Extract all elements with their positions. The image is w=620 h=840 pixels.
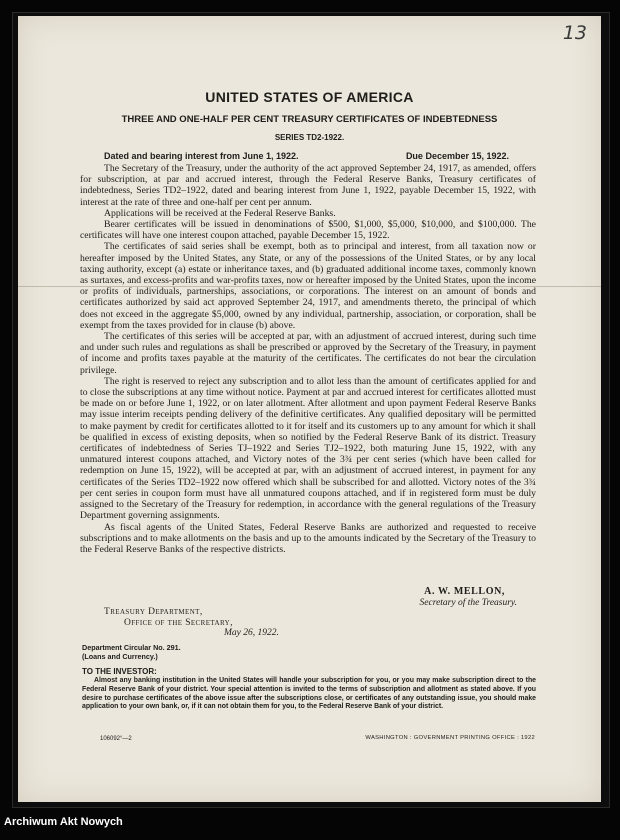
signer-name: A. W. MELLON, [424, 586, 505, 597]
issue-date: May 26, 1922. [224, 628, 279, 638]
signer-title: Secretary of the Treasury. [419, 598, 517, 608]
circular-block [82, 644, 181, 661]
investor-notice-text: Almost any banking institution in the United States will handle your subscription for you, or you may make subscription direct to the Federal Reserve Bank of your district. Your special attention is invited to the terms of subscription and allotment as stated above. If you desire to purchase certificates of the above issue after the subscriptions close, or certificates of any outstanding issue, you should make application to your own bank, or, if it can not obtain them for you, to the Federal Reserve Bank of your district. [82, 677, 536, 711]
archive-label: Archiwum Akt Nowych [4, 816, 123, 828]
body-text [80, 163, 536, 555]
circular-number: Department Circular No. 291. [82, 643, 181, 652]
paragraph: Bearer certificates will be issued in denominations of $500, $1,000, $5,000, $10,000, and $100,000. The certificates will have one interest coupon attached, payable December 15, 1922. [80, 219, 536, 242]
circular-subtitle: (Loans and Currency.) [82, 651, 158, 661]
paragraph: The right is reserved to reject any subscription and to allot less than the amount of certificates applied for and to close the subscriptions at any time without notice. Payment at par and accrued interest for certificates allotted must be made on or before June 1, 1922, or on later allotment. After allotment and upon payment Federal Reserve Banks may issue interim receipts pending delivery of the definitive certificates. Any qualified depositary will be permitted to make payment by credit for certificates allotted to it for itself and its customers up to any amount for which it shall be qualified in excess of existing deposits, when so notified by the Federal Reserve Bank of its district. Treasury certificates of indebtedness of Series TJ–1922 and Series TJ2–1922, both maturing June 15, 1922, with any unmatured interest coupons attached, and Victory notes of the 3¾ per cent series (which have been called for redemption on June 15, 1922), will be accepted at par, with an adjustment of accrued interest, in payment for any certificates of the Series TD2–1922 now offered which shall be subscribed for and allotted. Victory notes of the 3¾ per cent series in coupon form must have all unmatured coupons attached, and if in registered form must be duly assigned to the Secretary of the Treasury for redemption, in accordance with the general regulations of the Treasury Department governing assignments. [80, 375, 536, 522]
paragraph: The Secretary of the Treasury, under the authority of the act approved September 24, 1917, as amended, offers for subscription, at par and accrued interest, through the Federal Reserve Banks, Treasury certificates of indebtedness, Series TD2–1922, dated and bearing interest from June 1, 1922, payable December 15, 1922, with interest at the rate of three and one-half per cent per annum. [80, 163, 536, 208]
investor-heading: TO THE INVESTOR: [82, 667, 157, 676]
paragraph: Applications will be received at the Federal Reserve Banks. [104, 207, 336, 219]
print-code: 106092°—2 [100, 736, 132, 742]
page-number: 13 [562, 22, 587, 44]
printer-line: WASHINGTON : GOVERNMENT PRINTING OFFICE : 1922 [365, 735, 535, 741]
paragraph: The certificates of said series shall be exempt, both as to principal and interest, from all taxation now or hereafter imposed by the United States, any State, or any of the possessions of the United States, or by any local taxing authority, except (a) estate or inheritance taxes, and (b) graduated additional income taxes, commonly known as surtaxes, and excess-profits and war-profits taxes, now or hereafter imposed by the United States, upon the income or profits of individuals, partnerships, associations, or corporations. The interest on an amount of bonds and certificates authorized by said act approved September 24, 1917, and amendments thereto, the principal of which does not exceed in the aggregate $5,000, owned by any individual, partnership, association, or corporation, shall be exempt from the taxes provided for in clause (b) above. [80, 241, 536, 331]
document-title: UNITED STATES OF AMERICA [205, 89, 414, 105]
department-line: Treasury Department, [104, 607, 203, 617]
document-page [18, 16, 601, 802]
office-line: Office of the Secretary, [124, 618, 233, 628]
due-line: Due December 15, 1922. [405, 151, 509, 161]
dated-line: Dated and bearing interest from June 1, 1922. [104, 151, 299, 161]
series-label: SERIES TD2-1922. [274, 133, 345, 142]
investor-notice [82, 677, 536, 712]
paragraph: The certificates of this series will be accepted at par, with an adjustment of accrued interest, during such time and under such rules and regulations as shall be prescribed or approved by the Secretary of the Treasury, in payment of income and profits taxes payable at the maturity of the certificates. The certificates do not bear the circulation privilege. [80, 331, 536, 376]
document-subtitle: THREE AND ONE-HALF PER CENT TREASURY CERTIFICATES OF INDEBTEDNESS [121, 114, 498, 125]
paragraph: As fiscal agents of the United States, Federal Reserve Banks are authorized and requested to receive subscriptions and to make allotments on the basis and up to the amounts indicated by the Secretary of the Treasury to the Federal Reserve Banks of the respective districts. [80, 521, 536, 555]
